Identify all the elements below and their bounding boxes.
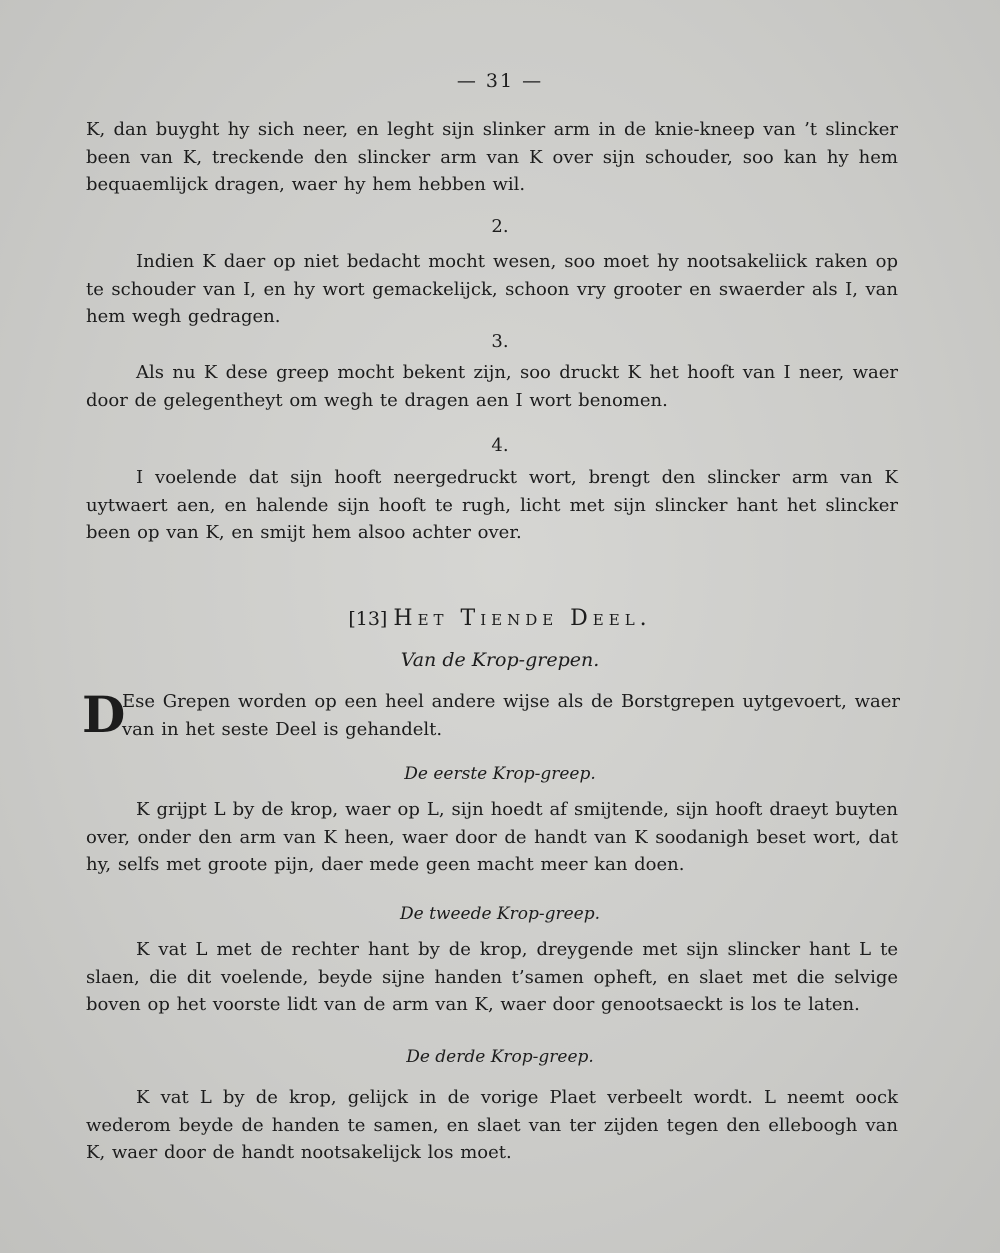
subheading-first: De eerste Krop-greep. (404, 764, 596, 784)
section-number-2: 2. (491, 216, 509, 237)
section-reference: [13] (348, 608, 388, 630)
section-title: Het Tiende Deel. (393, 606, 652, 631)
section-number-3: 3. (491, 331, 509, 352)
page-number: — 31 — (456, 70, 544, 92)
intro-paragraph: Ese Grepen worden op een heel andere wijse als de Borstgrepen uytgevoert, waer van in het seste Deel is gehandelt. (122, 691, 900, 740)
subheading-second: De tweede Krop-greep. (399, 904, 601, 924)
paragraph-2: Indien K daer op niet bedacht mocht wesen, soo moet hy nootsakeliick raken op te schouder van I, en hy wort gemackelijck, schoon vry grooter en swaerder als I, van hem wegh gedragen. (86, 251, 898, 327)
paragraph-third-greep: K vat L by de krop, gelijck in de vorige Plaet verbeelt wordt. L neemt oock wederom beyde de handen te samen, en slaet van ter zijden tegen den elleboogh van K, waer door de handt nootsakelijck los moet. (86, 1087, 898, 1163)
paragraph-continuation: K, dan buyght hy sich neer, en leght sijn slinker arm in de knie-kneep van ’t slincker been van K, treckende den slincker arm van K over sijn schouder, soo kan hy hem bequaemlijck dragen, waer hy hem hebben wil. (86, 119, 898, 195)
section-subtitle: Van de Krop-grepen. (400, 649, 600, 671)
subheading-third: De derde Krop-greep. (406, 1047, 594, 1067)
paragraph-3: Als nu K dese greep mocht bekent zijn, soo druckt K het hooft van I neer, waer door de gelegentheyt om wegh te dragen aen I wort benomen. (86, 362, 898, 411)
section-heading (0, 606, 1000, 631)
paragraph-second-greep: K vat L met de rechter hant by de krop, dreygende met sijn slincker hant L te slaen, die dit voelende, beyde sijne handen t’samen opheft, en slaet met die selvige boven op het voorste lidt van de arm van K, waer door genootsaeckt is los te laten. (86, 939, 898, 1015)
section-number-4: 4. (491, 435, 509, 456)
paragraph-4: I voelende dat sijn hooft neergedruckt wort, brengt den slincker arm van K uytwaert aen, en halende sijn hooft te rugh, licht met sijn slincker hant het slincker been op van K, en smijt hem alsoo achter over. (86, 467, 898, 543)
drop-cap: D (82, 685, 126, 744)
paragraph-first-greep: K grijpt L by de krop, waer op L, sijn hoedt af smijtende, sijn hooft draeyt buyten over, onder den arm van K heen, waer door de handt van K soodanigh beset wort, dat hy, selfs met groote pijn, daer mede geen macht meer kan doen. (86, 799, 898, 875)
